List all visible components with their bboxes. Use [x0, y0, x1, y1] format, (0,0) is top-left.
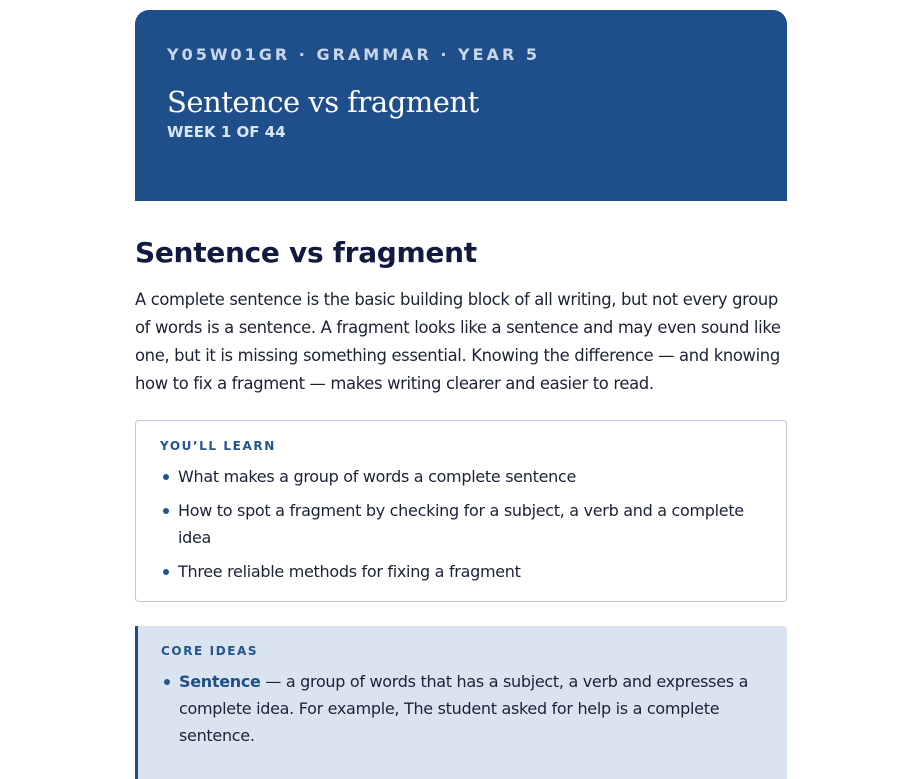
week-indicator: WEEK 1 OF 44: [167, 123, 286, 141]
core-ideas-box: [135, 626, 787, 779]
core-idea-definition: — a group of words that has a subject, a verb and expresses a complete idea. For example, The student asked for help is a complete sentence.: [179, 672, 749, 745]
learning-objective-item: What makes a group of words a complete sentence: [160, 463, 762, 490]
core-idea-item: [161, 668, 763, 749]
core-ideas-label: CORE IDEAS: [161, 644, 259, 658]
learning-objective-item: How to spot a fragment by checking for a subject, a verb and a complete idea: [160, 497, 762, 551]
core-ideas-list: [161, 668, 763, 749]
core-idea-term: Sentence: [179, 672, 261, 691]
lesson-code: Y05W01GR · GRAMMAR · YEAR 5: [167, 45, 540, 64]
learning-objectives-list: [160, 463, 762, 585]
lesson-page: [135, 10, 787, 779]
lesson-title: Sentence vs fragment: [167, 85, 479, 119]
learning-objectives-box: [135, 420, 787, 602]
learning-objectives-label: YOU’LL LEARN: [160, 439, 276, 453]
lesson-header: [135, 10, 787, 201]
intro-paragraph: A complete sentence is the basic building block of all writing, but not every group of words is a sentence. A fragment looks like a sentence and may even sound like one, but it is missing something essential. Knowing the difference — and knowing how to fix a fragment — makes writing clearer and easier to read.: [135, 290, 781, 393]
learning-objective-item: Three reliable methods for fixing a fragment: [160, 558, 762, 585]
section-heading: Sentence vs fragment: [135, 236, 477, 269]
